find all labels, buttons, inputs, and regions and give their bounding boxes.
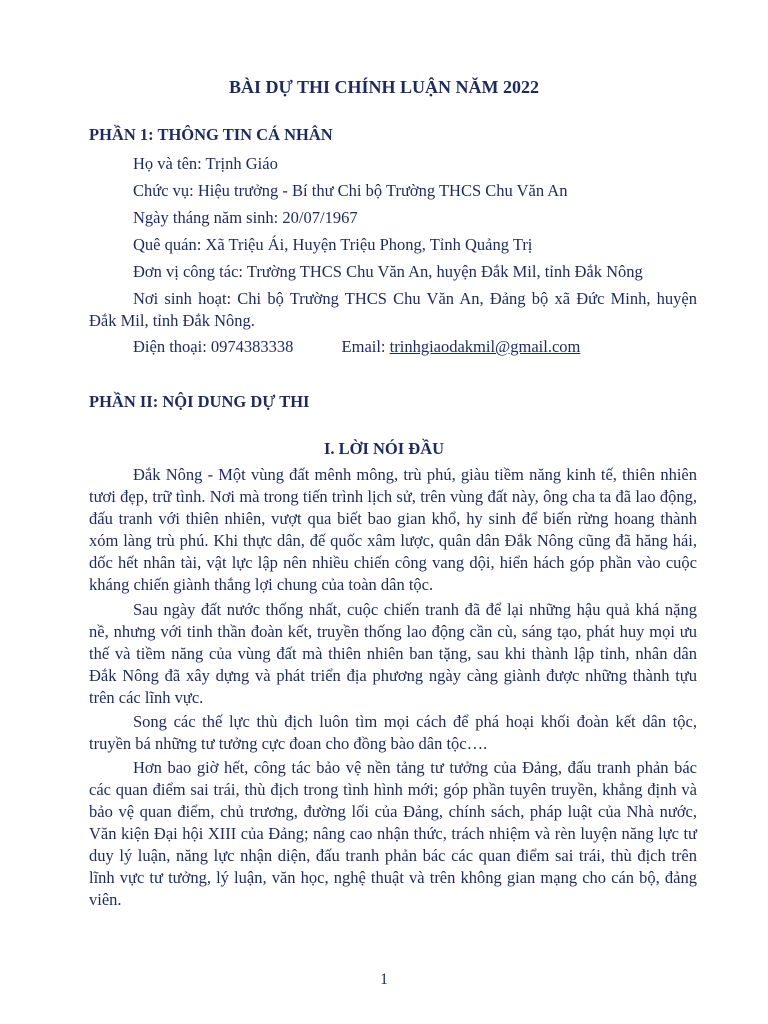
part1-heading: PHẦN 1: THÔNG TIN CÁ NHÂN bbox=[89, 125, 333, 144]
paragraph-3: Song các thế lực thù địch luôn tìm mọi cách để phá hoại khối đoàn kết dân tộc, truyền bá những tư tưởng cực đoan cho đồng bào dân tộc…. bbox=[89, 712, 697, 753]
info-activity-place: Nơi sinh hoạt: Chi bộ Trường THCS Chu Văn An, Đảng bộ xã Đức Minh, huyện Đắk Mil, tỉnh Đắk Nông. bbox=[89, 289, 697, 330]
section-heading-introduction: I. LỜI NÓI ĐẦU bbox=[323, 439, 445, 458]
page-number: 1 bbox=[380, 971, 388, 988]
info-phone: Điện thoại: 0974383338 bbox=[133, 337, 294, 356]
paragraph-2: Sau ngày đất nước thống nhất, cuộc chiến tranh đã để lại những hậu quả khá nặng nề, nhưng với tinh thần đoàn kết, truyền thống lao động cần cù, sáng tạo, phát huy mọi ưu thế và tiềm năng của vùng đất mà thiên nhiên ban tặng, sau khi thành lập tỉnh, nhân dân Đắk Nông đã xây dựng và phát triển địa phương ngày càng giành được những thành tựu trên các lĩnh vực. bbox=[89, 600, 697, 707]
info-name: Họ và tên: Trịnh Giáo bbox=[133, 154, 278, 173]
info-birthdate: Ngày tháng năm sinh: 20/07/1967 bbox=[133, 208, 358, 227]
info-email-link[interactable]: trinhgiaodakmil@gmail.com bbox=[389, 337, 581, 356]
info-position: Chức vụ: Hiệu trưởng - Bí thư Chi bộ Trường THCS Chu Văn An bbox=[133, 181, 568, 200]
part2-heading: PHẦN II: NỘI DUNG DỰ THI bbox=[89, 392, 310, 411]
info-contact bbox=[89, 336, 697, 358]
info-workplace: Đơn vị công tác: Trường THCS Chu Văn An, huyện Đắk Mil, tỉnh Đắk Nông bbox=[133, 262, 643, 281]
info-email-label: Email: bbox=[341, 337, 390, 356]
info-hometown: Quê quán: Xã Triệu Ái, Huyện Triệu Phong, Tỉnh Quảng Trị bbox=[133, 235, 533, 254]
paragraph-1: Đắk Nông - Một vùng đất mênh mông, trù phú, giàu tiềm năng kinh tế, thiên nhiên tươi đẹp, trữ tình. Nơi mà trong tiến trình lịch sử, trên vùng đất này, ông cha ta đã lao động, đấu tranh với thiên nhiên, vượt qua biết bao gian khổ, hy sinh để biến rừng hoang thành xóm làng trù phú. Khi thực dân, đế quốc xâm lược, quân dân Đắk Nông cũng đã hăng hái, dốc hết nhân tài, vật lực lập nên nhiều chiến công vang dội, hiển hách góp phần vào cuộc kháng chiến giành thắng lợi chung của toàn dân tộc. bbox=[89, 465, 697, 594]
paragraph-4: Hơn bao giờ hết, công tác bảo vệ nền tảng tư tưởng của Đảng, đấu tranh phản bác các quan điểm sai trái, thù địch trong tình hình mới; góp phần tuyên truyền, khẳng định và bảo vệ quan điểm, chủ trương, đường lối của Đảng, chính sách, pháp luật của Nhà nước, Văn kiện Đại hội XIII của Đảng; nâng cao nhận thức, trách nhiệm và rèn luyện năng lực tư duy lý luận, năng lực nhận diện, đấu tranh phản bác các quan điểm sai trái, thù địch trên lĩnh vực tư tưởng, lý luận, văn học, nghệ thuật và trên không gian mạng cho cán bộ, đảng viên. bbox=[89, 758, 697, 909]
document-title: BÀI DỰ THI CHÍNH LUẬN NĂM 2022 bbox=[228, 77, 540, 97]
